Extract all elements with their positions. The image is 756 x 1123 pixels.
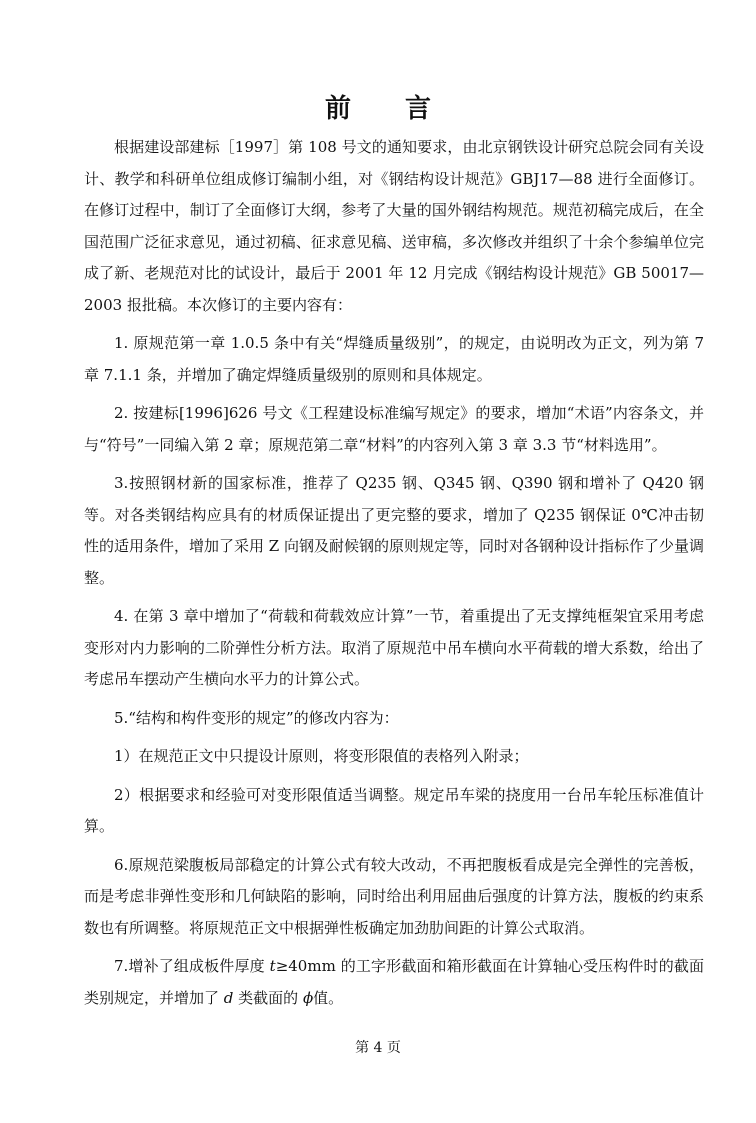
paragraph-intro: 根据建设部建标［1997］第 108 号文的通知要求，由北京钢铁设计研究总院会同有关设计、教学和科研单位组成修订编制小组，对《钢结构设计规范》GBJ17—88 进行全面修订。在修订过程中，制订了全面修订大纲，参考了大量的国外钢结构规范。规范初稿完成后，在全国范围广泛征求意见，通过初稿、征求意见稿、送审稿，多次修改并组织了十余个参编单位完成了新、老规范对比的试设计，最后于 2001 年 12 月完成《钢结构设计规范》GB 50017—2003 报批稿。本次修订的主要内容有： xyxy=(84,138,704,314)
paragraph-item-6: 6.原规范梁腹板局部稳定的计算公式有较大改动，不再把腹板看成是完全弹性的完善板，而是考虑非弹性变形和几何缺陷的影响，同时给出利用屈曲后强度的计算方法，腹板的约束系数也有所调整。将原规范正文中根据弹性板确定加劲肋间距的计算公式取消。 xyxy=(84,855,704,937)
symbol-t: t xyxy=(269,957,276,975)
paragraph-item-1: 1. 原规范第一章 1.0.5 条中有关“焊缝质量级别”，的规定，由说明改为正文，列为第 7 章 7.1.1 条，并增加了确定焊缝质量级别的原则和具体规定。 xyxy=(84,334,704,384)
paragraph-item-2: 2. 按建标[1996]626 号文《工程建设标准编写规定》的要求，增加“术语”内容条文，并与“符号”一同编入第 2 章；原规范第二章“材料”的内容列入第 3 章 3.3 节“材料选用”。 xyxy=(84,404,704,454)
symbol-d: d xyxy=(223,988,234,1007)
page-number: 第 4 页 xyxy=(355,1040,401,1056)
preface-body xyxy=(84,132,704,1021)
para7-text-1: 7.增补了组成板件厚度 xyxy=(114,957,270,975)
paragraph-item-5-sub-2: 2）根据要求和经验可对变形限值适当调整。规定吊车梁的挠度用一台吊车轮压标准值计算。 xyxy=(84,785,704,835)
title-char-left: 前 xyxy=(324,94,351,124)
paragraph-item-5: 5.“结构和构件变形的规定”的修改内容为： xyxy=(114,708,399,727)
para7-text-4: 值。 xyxy=(313,988,344,1007)
symbol-phi: ϕ xyxy=(302,988,314,1007)
page-title xyxy=(0,88,756,125)
para7-text-2: ≥40mm 的工字形截面和箱形截面在计算轴心受压构件时的截面类别规定，并增加了 xyxy=(84,957,704,1007)
title-char-right: 言 xyxy=(405,94,432,124)
paragraph-item-4: 4. 在第 3 章中增加了“荷载和荷载效应计算”一节，着重提出了无支撑纯框架宜采用考虑变形对内力影响的二阶弹性分析方法。取消了原规范中吊车横向水平荷载的增大系数，给出了考虑吊车摆动产生横向水平力的计算公式。 xyxy=(84,607,704,688)
paragraph-item-3: 3.按照钢材新的国家标准，推荐了 Q235 钢、Q345 钢、Q390 钢和增补了 Q420 钢等。对各类钢结构应具有的材质保证提出了更完整的要求，增加了 Q235 钢保证 0℃冲击韧性的适用条件，增加了采用 Z 向钢及耐候钢的原则规定等，同时对各钢种设计指标作了少量调整。 xyxy=(84,474,704,587)
paragraph-item-7 xyxy=(84,951,704,1014)
paragraph-item-5-sub-1: 1）在规范正文中只提设计原则，将变形限值的表格列入附录； xyxy=(114,747,529,765)
para7-text-3: 类截面的 xyxy=(233,988,303,1007)
